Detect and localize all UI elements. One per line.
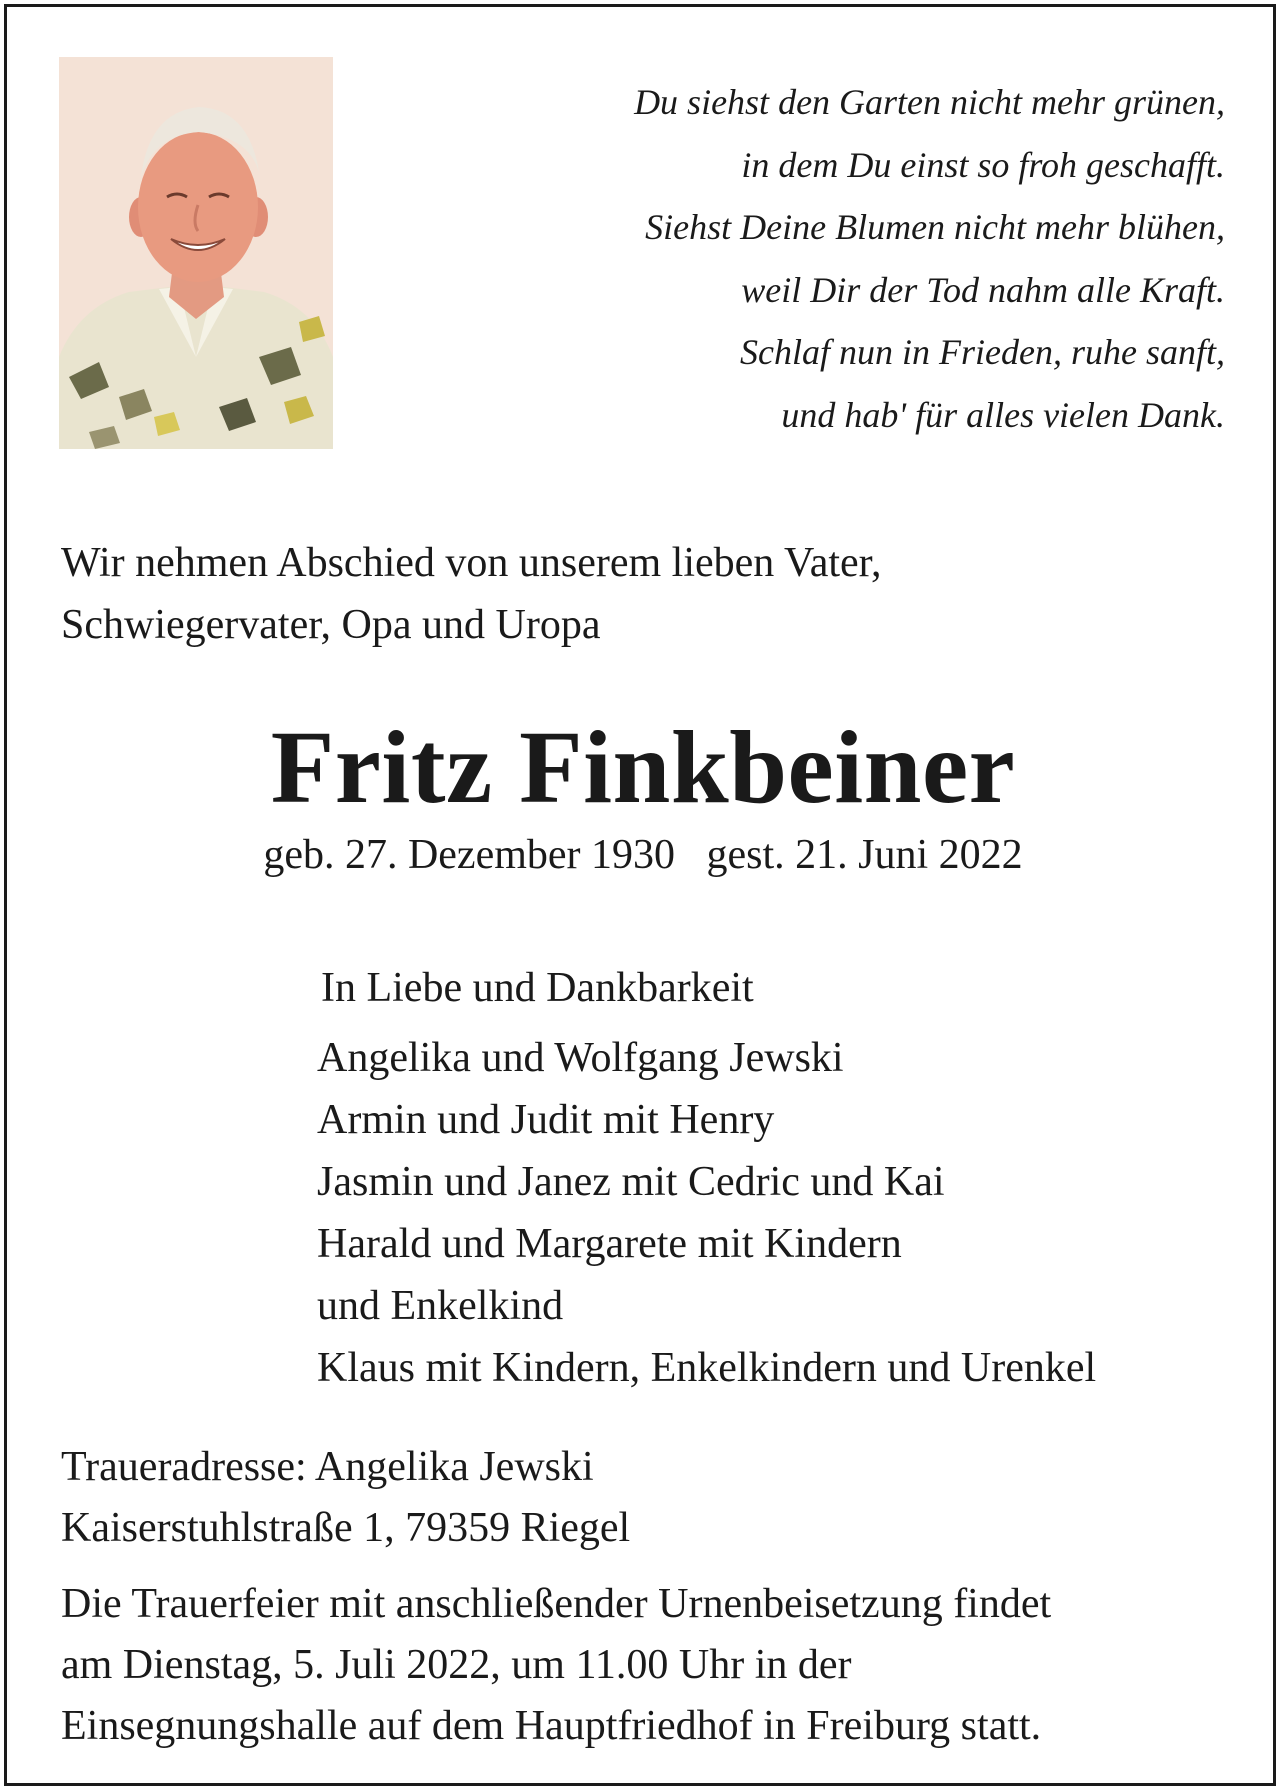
mourner-line: und Enkelkind bbox=[317, 1283, 564, 1329]
portrait-photo bbox=[59, 57, 333, 449]
life-dates: geb. 27. Dezember 1930 gest. 21. Juni 2022 bbox=[263, 832, 1023, 878]
intro-text bbox=[61, 532, 1211, 656]
ceremony-line: am Dienstag, 5. Juli 2022, um 11.00 Uhr in der bbox=[61, 1642, 852, 1688]
poem-line: und hab' für alles vielen Dank. bbox=[781, 394, 1225, 435]
mourners-list bbox=[317, 957, 1257, 1399]
obituary-frame bbox=[4, 4, 1276, 1786]
address-line: Traueradresse: Angelika Jewski bbox=[61, 1444, 594, 1490]
deceased-name: Fritz Finkbeiner bbox=[270, 710, 1016, 825]
poem-line: Du siehst den Garten nicht mehr grünen, bbox=[634, 82, 1225, 122]
mourning-address bbox=[61, 1437, 1211, 1559]
mourner-line: Jasmin und Janez mit Cedric und Kai bbox=[317, 1159, 945, 1205]
ceremony-line: Einsegnungshalle auf dem Hauptfriedhof in Freiburg statt. bbox=[61, 1703, 1042, 1749]
poem-line: in dem Du einst so froh geschafft. bbox=[741, 144, 1225, 185]
poem-line: Siehst Deine Blumen nicht mehr blühen, bbox=[645, 207, 1225, 247]
poem-line: Schlaf nun in Frieden, ruhe sanft, bbox=[740, 332, 1225, 372]
mourner-line: Harald und Margarete mit Kindern bbox=[317, 1221, 902, 1267]
mourner-line: Armin und Judit mit Henry bbox=[317, 1097, 775, 1143]
mourner-line: Angelika und Wolfgang Jewski bbox=[317, 1035, 844, 1081]
poem bbox=[405, 71, 1225, 446]
address-line: Kaiserstuhlstraße 1, 79359 Riegel bbox=[61, 1505, 631, 1551]
ceremony-line: Die Trauerfeier mit anschließender Urnenbeisetzung findet bbox=[61, 1581, 1052, 1627]
mourners-heading: In Liebe und Dankbarkeit bbox=[321, 965, 754, 1011]
intro-line: Wir nehmen Abschied von unserem lieben Vater, bbox=[61, 540, 882, 586]
portrait-photo-icon bbox=[59, 57, 333, 449]
poem-line: weil Dir der Tod nahm alle Kraft. bbox=[741, 269, 1225, 310]
mourner-line: Klaus mit Kindern, Enkelkindern und Urenkel bbox=[317, 1345, 1097, 1391]
intro-line: Schwiegervater, Opa und Uropa bbox=[61, 602, 601, 648]
ceremony-info bbox=[61, 1574, 1241, 1757]
